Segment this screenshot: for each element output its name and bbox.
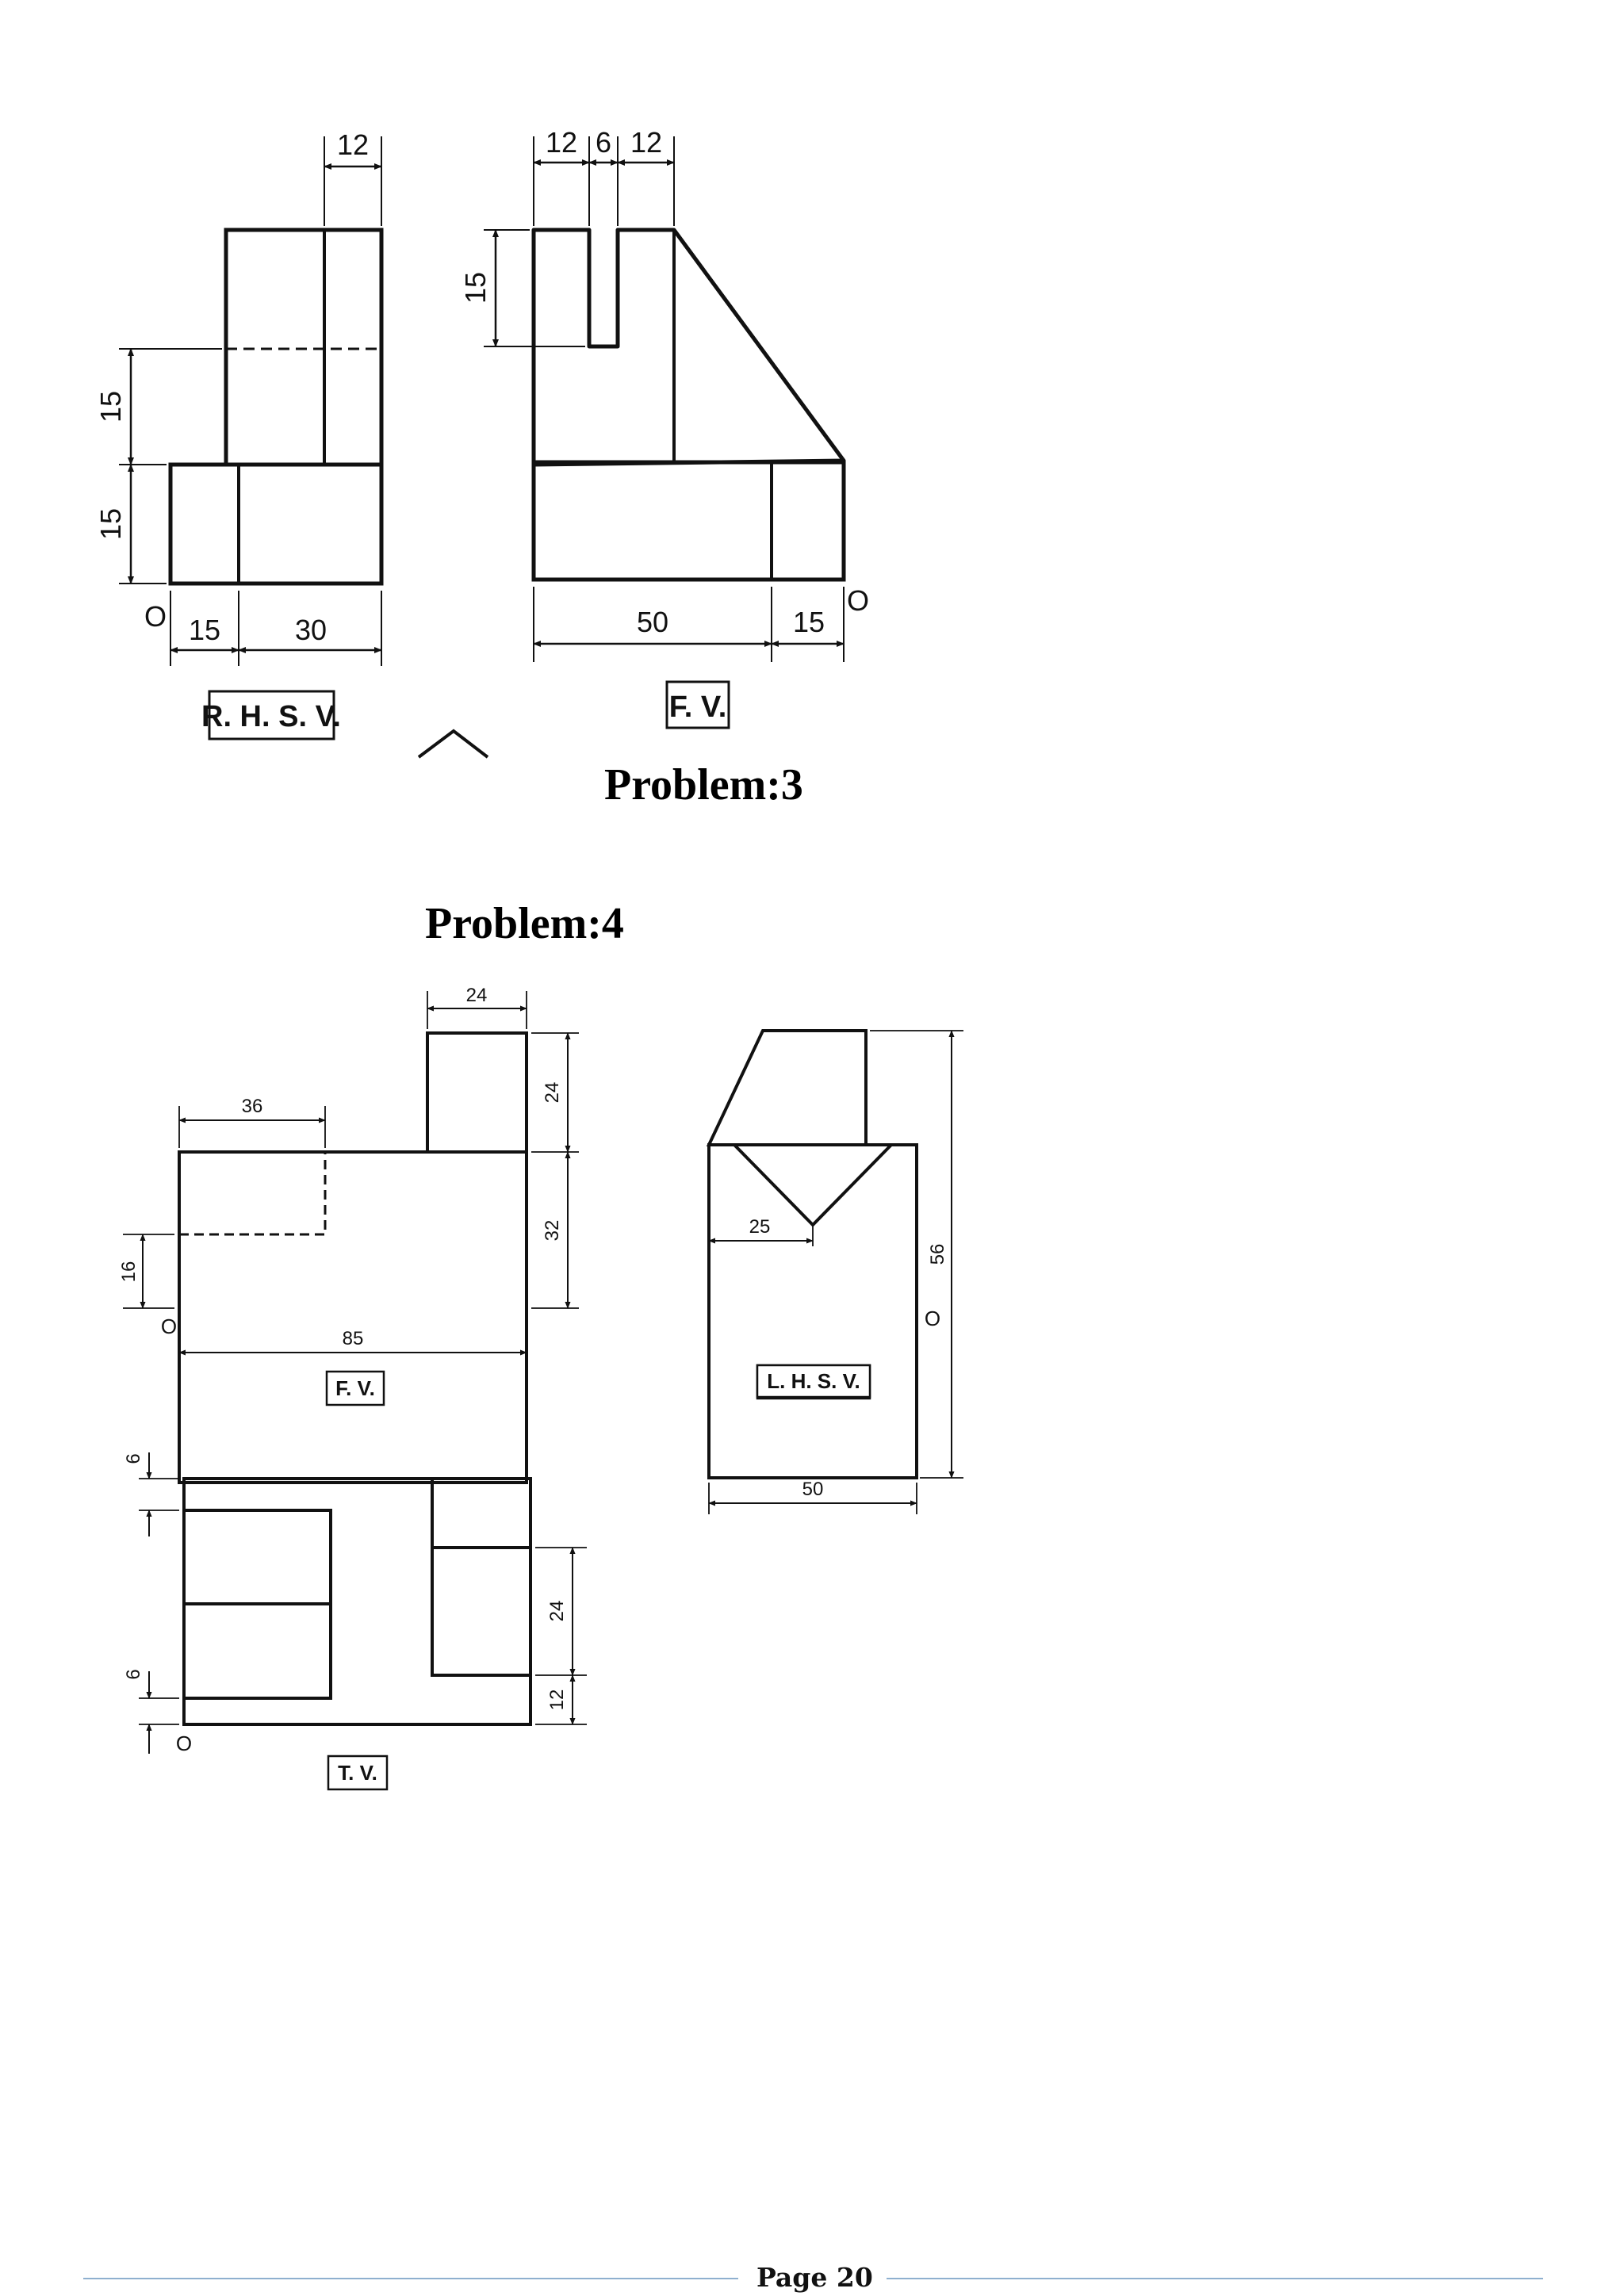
p4-tv-view [139,1452,587,1789]
rhsv-dim-left-upper-label: 15 [94,390,127,423]
p4-fv-origin: O [160,1314,178,1338]
p4-tv-origin: O [175,1732,193,1755]
lhsv-label: L. H. S. V. [767,1369,860,1393]
rhsv-dim-top-label: 12 [336,128,370,161]
lhsv-top-block [709,1031,866,1145]
problem3-figure [0,0,896,761]
p4-fv-hidden-lines [179,1152,325,1234]
p3-fv-dim-top-c-label: 12 [630,126,663,159]
rhsv-label: R. H. S. V. [201,700,341,733]
p4-fv-upper-block [427,1033,527,1152]
p3-fv-label: F. V. [668,691,727,724]
p3-fv-dim-top-b-label: 6 [595,126,612,159]
p4-tv-label: T. V. [338,1761,377,1785]
p4-fv-dim-length-label: 85 [342,1328,364,1349]
p3-fv-dim-bottom-right-label: 15 [792,606,825,638]
p4-fv-dim-block-width-label: 24 [465,985,488,1006]
page-number: Page 20 [756,2262,873,2293]
p3-fv-base [534,462,844,580]
p3-fv-dim-slot-depth-label: 15 [459,271,492,304]
p4-fv-label: F. V. [335,1376,375,1400]
footer-rule-left [83,2278,738,2279]
p4-tv-dim-top-offset-label: 6 [123,1453,144,1464]
p4-fv-dim-base-height-label: 32 [542,1219,563,1242]
p4-tv-figure [0,1443,634,1808]
p3-fv-view [484,136,844,728]
p4-tv-dim-bottom-offset-label: 6 [123,1669,144,1680]
p3-fv-origin: O [846,584,870,617]
rhsv-dim-bottom-right-label: 30 [294,614,327,646]
lhsv-vee [734,1145,891,1225]
footer-rule-right [887,2278,1543,2279]
problem3-heading: Problem:3 [604,760,803,809]
p4-tv-dim-rect-offset-label: 12 [546,1689,568,1711]
rhsv-dim-bottom-left-label: 15 [188,614,221,646]
problem4-heading: Problem:4 [425,899,624,948]
p3-fv-dim-top-a-label: 12 [545,126,578,159]
lhsv-dim-total-height-label: 56 [927,1243,948,1265]
lhsv-dim-vee-offset-label: 25 [749,1216,771,1238]
p4-fv-dim-hidden-height-label: 16 [118,1261,140,1283]
rhsv-upper-block [226,230,381,465]
rhsv-view [119,136,381,739]
p4-tv-dim-rect-height-label: 24 [546,1600,568,1622]
p4-tv-right-rect [432,1479,530,1675]
rhsv-lower-block [170,465,381,584]
caret-mark [419,731,488,757]
p4-fv-dim-hidden-offset-label: 36 [241,1096,263,1117]
rhsv-origin: O [144,600,167,633]
p3-fv-dim-bottom-left-label: 50 [636,606,669,638]
p4-fv-dim-block-height-label: 24 [542,1081,563,1104]
rhsv-dim-left-lower-label: 15 [94,507,127,541]
lhsv-origin-mark: O [924,1307,941,1330]
lhsv-dim-width-label: 50 [802,1479,824,1500]
p4-tv-outline [184,1479,530,1724]
lhsv-annotations [0,1269,983,1411]
